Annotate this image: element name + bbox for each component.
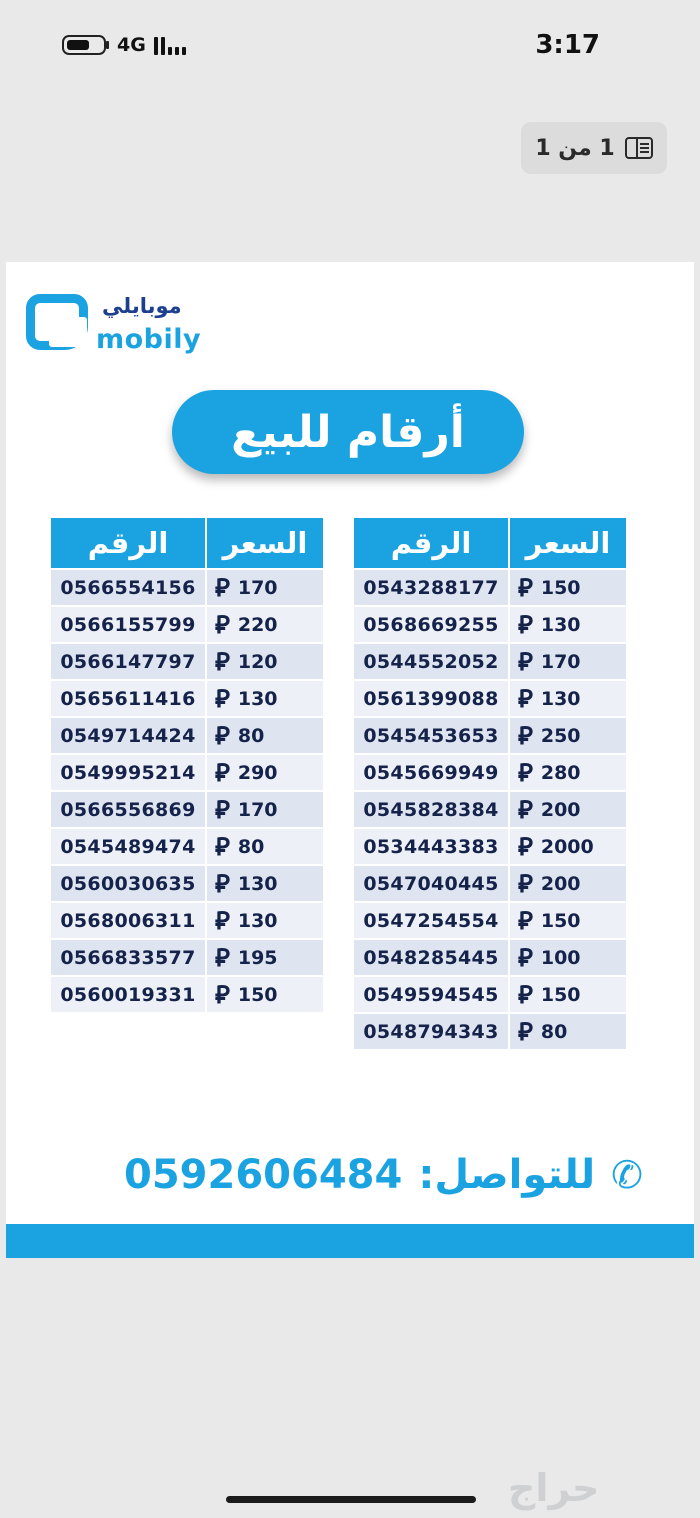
row-number: 0565611416 — [51, 681, 207, 716]
numbers-table-right — [354, 518, 626, 1049]
row-price-cell — [510, 903, 626, 938]
signal-icon — [154, 35, 186, 55]
row-price-cell — [510, 718, 626, 753]
table-row — [354, 679, 626, 716]
riyal-icon: ⃁ — [215, 980, 230, 1009]
row-number: 0543288177 — [354, 570, 510, 605]
riyal-icon: ⃁ — [518, 758, 533, 787]
row-number: 0549594545 — [354, 977, 510, 1012]
row-number: 0545669949 — [354, 755, 510, 790]
phone-icon: ✆ — [611, 1153, 643, 1197]
header-price: السعر — [222, 526, 308, 560]
table-header — [354, 518, 626, 568]
riyal-icon: ⃁ — [215, 610, 230, 639]
row-price: 280 — [540, 761, 581, 784]
riyal-icon: ⃁ — [518, 721, 533, 750]
table-row — [354, 753, 626, 790]
row-price: 80 — [237, 835, 265, 858]
row-price-cell — [207, 718, 323, 753]
home-indicator[interactable] — [226, 1496, 476, 1503]
row-price-cell — [510, 940, 626, 975]
table-row — [51, 938, 323, 975]
contact-number: 0592606484 — [124, 1152, 403, 1198]
header-number: الرقم — [51, 518, 207, 568]
row-price-cell — [207, 977, 323, 1012]
table-row — [354, 716, 626, 753]
riyal-icon: ⃁ — [215, 721, 230, 750]
battery-tip — [106, 41, 109, 49]
row-number: 0566554156 — [51, 570, 207, 605]
flyer-image[interactable] — [6, 262, 694, 1258]
table-row — [51, 975, 323, 1012]
row-price: 100 — [540, 946, 581, 969]
row-price: 120 — [237, 650, 278, 673]
riyal-icon: ⃁ — [518, 832, 533, 861]
row-price-cell — [510, 1014, 626, 1049]
row-price-cell — [510, 644, 626, 679]
row-price: 130 — [540, 613, 581, 636]
header-price: السعر — [525, 526, 611, 560]
row-price-cell — [207, 829, 323, 864]
row-price-cell — [207, 866, 323, 901]
table-row — [51, 901, 323, 938]
table-row — [51, 605, 323, 642]
row-price: 250 — [540, 724, 581, 747]
row-number: 0560030635 — [51, 866, 207, 901]
row-number: 0548794343 — [354, 1014, 510, 1049]
riyal-icon: ⃁ — [518, 684, 533, 713]
mobily-logo-mark — [26, 294, 88, 350]
numbers-table-left — [51, 518, 323, 1012]
row-number: 0534443383 — [354, 829, 510, 864]
riyal-icon: ⃁ — [215, 684, 230, 713]
mobily-logo — [24, 292, 202, 362]
table-row — [51, 827, 323, 864]
row-price-cell — [510, 755, 626, 790]
table-header — [51, 518, 323, 568]
table-row — [51, 679, 323, 716]
riyal-icon: ⃁ — [215, 869, 230, 898]
riyal-icon: ⃁ — [518, 1017, 533, 1046]
row-number: 0568669255 — [354, 607, 510, 642]
row-price-cell — [510, 607, 626, 642]
table-row — [354, 975, 626, 1012]
row-price: 130 — [237, 909, 278, 932]
row-number: 0549714424 — [51, 718, 207, 753]
row-price-cell — [510, 829, 626, 864]
row-number: 0560019331 — [51, 977, 207, 1012]
flyer-title-text: أرقام للبيع — [231, 406, 465, 458]
riyal-icon: ⃁ — [215, 906, 230, 935]
contact-label: للتواصل: — [418, 1152, 596, 1198]
row-number: 0547254554 — [354, 903, 510, 938]
row-price: 80 — [540, 1020, 568, 1043]
flyer-title — [172, 390, 524, 474]
row-price-cell — [510, 977, 626, 1012]
table-row — [354, 901, 626, 938]
riyal-icon: ⃁ — [518, 869, 533, 898]
row-price: 130 — [237, 872, 278, 895]
network-type: 4G — [117, 34, 146, 56]
row-price-cell — [510, 570, 626, 605]
row-price-cell — [207, 903, 323, 938]
riyal-icon: ⃁ — [215, 943, 230, 972]
row-price: 2000 — [540, 835, 594, 858]
row-price: 150 — [540, 909, 581, 932]
table-row — [354, 605, 626, 642]
header-number: الرقم — [354, 518, 510, 568]
table-row — [51, 568, 323, 605]
table-row — [51, 864, 323, 901]
riyal-icon: ⃁ — [518, 610, 533, 639]
page-indicator-text: 1 من 1 — [535, 135, 615, 161]
riyal-icon: ⃁ — [215, 647, 230, 676]
row-price: 150 — [237, 983, 278, 1006]
riyal-icon: ⃁ — [518, 573, 533, 602]
table-row — [354, 642, 626, 679]
row-price: 290 — [237, 761, 278, 784]
riyal-icon: ⃁ — [215, 573, 230, 602]
table-row — [354, 790, 626, 827]
gallery-icon — [625, 137, 653, 159]
row-number: 0566833577 — [51, 940, 207, 975]
row-number: 0545828384 — [354, 792, 510, 827]
logo-arabic-text: موبايلي — [102, 294, 182, 318]
row-number: 0561399088 — [354, 681, 510, 716]
row-number: 0566155799 — [51, 607, 207, 642]
table-row — [51, 790, 323, 827]
logo-english-text: mobily — [96, 324, 202, 355]
row-number: 0545453653 — [354, 718, 510, 753]
row-price: 130 — [237, 687, 278, 710]
table-row — [51, 642, 323, 679]
row-price-cell — [510, 866, 626, 901]
row-price: 170 — [540, 650, 581, 673]
riyal-icon: ⃁ — [518, 980, 533, 1009]
row-price: 200 — [540, 798, 581, 821]
row-price-cell — [207, 940, 323, 975]
row-price: 170 — [237, 576, 278, 599]
row-price: 200 — [540, 872, 581, 895]
row-price: 170 — [237, 798, 278, 821]
row-number: 0568006311 — [51, 903, 207, 938]
row-price: 195 — [237, 946, 278, 969]
row-price-cell — [510, 792, 626, 827]
row-price-cell — [207, 681, 323, 716]
row-price: 130 — [540, 687, 581, 710]
row-number: 0548285445 — [354, 940, 510, 975]
row-price-cell — [207, 644, 323, 679]
flyer-bottom-strip — [6, 1224, 694, 1258]
haraj-watermark: حراج — [508, 1466, 600, 1510]
contact-line — [124, 1152, 643, 1198]
row-price-cell — [207, 792, 323, 827]
row-number: 0549995214 — [51, 755, 207, 790]
status-indicators — [62, 34, 186, 56]
row-price-cell — [207, 607, 323, 642]
riyal-icon: ⃁ — [215, 832, 230, 861]
row-price: 150 — [540, 576, 581, 599]
row-number: 0566556869 — [51, 792, 207, 827]
table-row — [354, 938, 626, 975]
table-row — [354, 864, 626, 901]
riyal-icon: ⃁ — [215, 758, 230, 787]
riyal-icon: ⃁ — [518, 906, 533, 935]
table-row — [354, 1012, 626, 1049]
row-number: 0545489474 — [51, 829, 207, 864]
row-number: 0544552052 — [354, 644, 510, 679]
row-price-cell — [207, 755, 323, 790]
table-row — [354, 568, 626, 605]
table-row — [51, 716, 323, 753]
battery-icon — [62, 35, 106, 55]
status-time: 3:17 — [535, 30, 600, 60]
row-number: 0566147797 — [51, 644, 207, 679]
riyal-icon: ⃁ — [518, 943, 533, 972]
row-price: 80 — [237, 724, 265, 747]
riyal-icon: ⃁ — [215, 795, 230, 824]
row-price: 150 — [540, 983, 581, 1006]
page-indicator[interactable] — [521, 122, 667, 174]
row-price-cell — [510, 681, 626, 716]
row-price-cell — [207, 570, 323, 605]
table-row — [51, 753, 323, 790]
riyal-icon: ⃁ — [518, 647, 533, 676]
riyal-icon: ⃁ — [518, 795, 533, 824]
row-price: 220 — [237, 613, 278, 636]
table-row — [354, 827, 626, 864]
row-number: 0547040445 — [354, 866, 510, 901]
